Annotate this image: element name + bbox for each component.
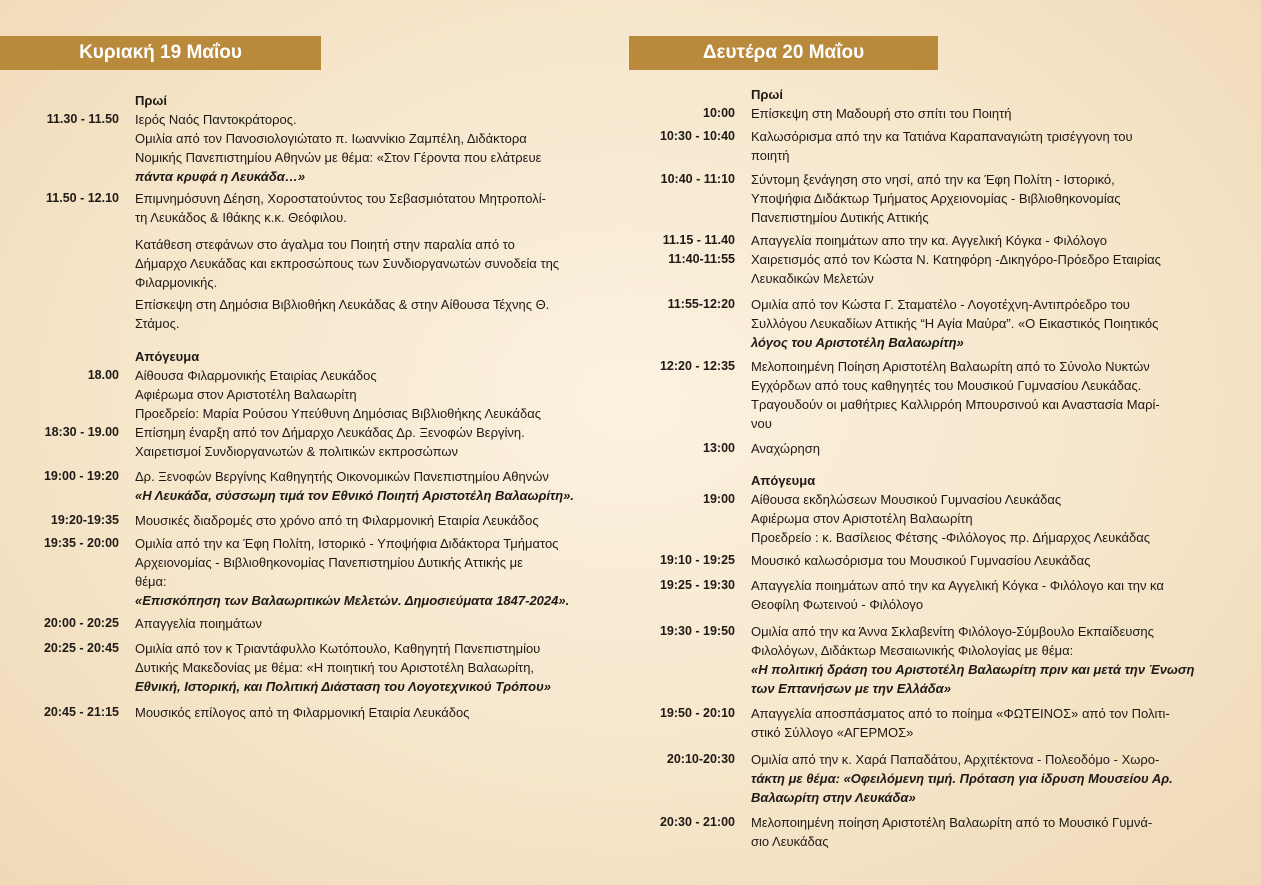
entry-line: Προεδρείο: Μαρία Ρούσου Υπεύθυνη Δημόσιας Βιβλιοθήκης Λευκάδας: [135, 406, 541, 421]
entry-line: Ομιλία από τον κ Τριαντάφυλλο Κωτόπουλο, Καθηγητή Πανεπιστημίου: [135, 641, 541, 656]
entry-line: Εθνική, Ιστορική, και Πολιτική Διάσταση του Λογοτεχνικού Τρόπου»: [135, 679, 551, 694]
entry-time: 18.00: [87, 368, 119, 382]
entry-line: «Επισκόπηση των Βαλαωριτικών Μελετών. Δημοσιεύματα 1847-2024».: [135, 593, 570, 608]
entry-description: [135, 639, 598, 696]
entry-description: [751, 357, 1212, 433]
entry-line: Θεοφίλη Φωτεινού - Φιλόλογο: [751, 597, 924, 612]
entry-description: [135, 295, 598, 333]
entry-line: «Η πολιτική δράση του Αριστοτέλη Βαλαωρίτη πριν και μετά την Ένωση: [751, 662, 1195, 677]
schedule-entry: [646, 295, 1212, 352]
entry-description: [751, 231, 1212, 250]
entry-time: 19:00 - 19:20: [43, 469, 119, 483]
entry-time: 20:45 - 21:15: [43, 705, 119, 719]
entry-line: Εγχόρδων από τους καθηγητές του Μουσικού Γυμνασίου Λευκάδας.: [751, 378, 1142, 393]
section-heading: Απόγευμα: [135, 349, 200, 364]
entry-description: [751, 439, 1212, 458]
header-left: Κυριακή 19 Μαΐου: [0, 36, 321, 70]
entry-description: [751, 750, 1212, 807]
entry-line: Λευκαδικών Μελετών: [751, 271, 874, 286]
entry-line: Απαγγελία ποιημάτων απο την κα. Αγγελική Κόγκα - Φιλόλογο: [751, 233, 1108, 248]
schedule-entry: [646, 439, 1212, 458]
schedule-sunday: [38, 91, 598, 722]
entry-line: Σύντομη ξενάγηση στο νησί, από την κα Έφη Πολίτη - Ιστορικό,: [751, 172, 1115, 187]
schedule-entry: [646, 104, 1212, 123]
entry-line: Απαγγελία ποιημάτων: [135, 616, 263, 631]
schedule-entry: [646, 622, 1212, 698]
entry-line: Μουσικές διαδρομές στο χρόνο από τη Φιλαρμονική Εταιρία Λευκάδος: [135, 513, 539, 528]
entry-description: [135, 534, 598, 610]
entry-line: Αφιέρωμα στον Αριστοτέλη Βαλαωρίτη: [751, 511, 973, 526]
schedule-entry: [38, 467, 598, 505]
entry-line: Μουσικός επίλογος από τη Φιλαρμονική Εταιρία Λευκάδος: [135, 705, 470, 720]
entry-line: Αναχώρηση: [751, 441, 820, 456]
schedule-entry: [646, 576, 1212, 614]
entry-line: Αίθουσα Φιλαρμονικής Εταιρίας Λευκάδος: [135, 368, 377, 383]
section-heading: Πρωί: [135, 93, 168, 108]
entry-line: των Επτανήσων με την Ελλάδα»: [751, 681, 951, 696]
schedule-entry: [38, 614, 598, 633]
entry-time: 10:00: [703, 106, 735, 120]
entry-line: Αφιέρωμα στον Αριστοτέλη Βαλαωρίτη: [135, 387, 357, 402]
entry-time: 20:25 - 20:45: [43, 641, 119, 655]
entry-line: Χαιρετισμοί Συνδιοργανωτών & πολιτικών εκπροσώπων: [135, 444, 459, 459]
entry-line: Αίθουσα εκδηλώσεων Μουσικού Γυμνασίου Λευκάδας: [751, 492, 1062, 507]
entry-line: Μελοποιημένη Ποίηση Αριστοτέλη Βαλαωρίτη από το Σύνολο Νυκτών: [751, 359, 1150, 374]
schedule-entry: [38, 639, 598, 696]
schedule-entry: [646, 170, 1212, 227]
schedule-entry: [646, 551, 1212, 570]
entry-description: [751, 813, 1212, 851]
entry-line: «Η Λευκάδα, σύσσωμη τιμά τον Εθνικό Ποιητή Αριστοτέλη Βαλαωρίτη».: [135, 488, 575, 503]
entry-description: [751, 295, 1212, 352]
entry-time: 12:20 - 12:35: [659, 359, 735, 373]
entry-line: Δρ. Ξενοφών Βεργίνης Καθηγητής Οικονομικών Πανεπιστημίου Αθηνών: [135, 469, 549, 484]
header-right: Δευτέρα 20 Μαΐου: [629, 36, 938, 70]
entry-line: Ομιλία από την κα Έφη Πολίτη, Ιστορικό - Υποψήφια Διδάκτορα Τμήματος: [135, 536, 559, 551]
entry-description: [135, 511, 598, 530]
schedule-entry: [38, 703, 598, 722]
entry-line: Ομιλία από την κα Άννα Σκλαβενίτη Φιλόλογο-Σύμβουλο Εκπαίδευσης: [751, 624, 1154, 639]
entry-line: Υποψήφια Διδάκτωρ Τμήματος Αρχειονομίας - Βιβλιοθηκονομίας: [751, 191, 1121, 206]
entry-description: [135, 423, 598, 461]
entry-line: Αρχειονομίας - Βιβλιοθηκονομίας Πανεπιστημίου Δυτικής Αττικής με: [135, 555, 523, 570]
entry-line: τη Λευκάδος & Ιθάκης κ.κ. Θεόφιλου.: [135, 210, 347, 225]
entry-line: Φιλαρμονικής.: [135, 275, 218, 290]
entry-line: πάντα κρυφά η Λευκάδα…»: [135, 169, 306, 184]
entry-time: 19:10 - 19:25: [659, 553, 735, 567]
entry-line: Νομικής Πανεπιστημίου Αθηνών με θέμα: «Στον Γέροντα που ελάτρευε: [135, 150, 542, 165]
entry-description: [135, 467, 598, 505]
entry-time: 20:30 - 21:00: [659, 815, 735, 829]
entry-line: Απαγγελία αποσπάσματος από το ποίημα «ΦΩΤΕΙΝΟΣ» από τον Πολιτι-: [751, 706, 1170, 721]
entry-time: 18:30 - 19.00: [44, 425, 119, 439]
schedule-entry: [646, 127, 1212, 165]
entry-description: [751, 704, 1212, 742]
entry-description: [751, 490, 1212, 547]
entry-line: σιο Λευκάδας: [751, 834, 829, 849]
entry-description: [135, 614, 598, 633]
schedule-entry: [646, 250, 1212, 288]
schedule-monday: [646, 85, 1212, 851]
entry-time: 13:00: [703, 441, 735, 455]
entry-time: 11.15 - 11.40: [662, 233, 735, 247]
entry-line: Συλλόγου Λευκαδίων Αττικής “Η Αγία Μαύρα”. «Ο Εικαστικός Ποιητικός: [751, 316, 1159, 331]
entry-time: 19:25 - 19:30: [659, 578, 735, 592]
section-heading: Πρωί: [751, 87, 784, 102]
entry-time: 11.50 - 12.10: [46, 191, 119, 205]
entry-description: [135, 703, 598, 722]
entry-line: Κατάθεση στεφάνων στο άγαλμα του Ποιητή στην παραλία από το: [135, 237, 515, 252]
entry-time: 19:00: [703, 492, 735, 506]
section-heading: Απόγευμα: [751, 473, 816, 488]
entry-description: [751, 551, 1212, 570]
entry-line: Ομιλία από τον Πανοσιολογιώτατο π. Ιωαννίκιο Ζαμπέλη, Διδάκτορα: [135, 131, 527, 146]
entry-line: Επιμνημόσυνη Δέηση, Χοροστατούντος του Σεβασμιότατου Μητροπολί-: [135, 191, 546, 206]
schedule-entry: [38, 511, 598, 530]
entry-time: 19:20-19:35: [50, 513, 119, 527]
entry-line: Βαλαωρίτη στην Λευκάδα»: [751, 790, 916, 805]
entry-time: [38, 295, 119, 333]
entry-line: Δυτικής Μακεδονίας με θέμα: «Η ποιητική του Αριστοτέλη Βαλαωρίτη,: [135, 660, 535, 675]
entry-description: [751, 170, 1212, 227]
entry-line: Επίσκεψη στη Μαδουρή στο σπίτι του Ποιητή: [751, 106, 1012, 121]
entry-time: 20:10-20:30: [666, 752, 735, 766]
entry-line: θέμα:: [135, 574, 167, 589]
entry-line: Φιλολόγων, Διδάκτωρ Μεσαιωνικής Φιλολογίας με θέμα:: [751, 643, 1074, 658]
entry-description: [135, 235, 598, 292]
entry-line: Δήμαρχο Λευκάδας και εκπροσώπους των Συνδιοργανωτών συνοδεία της: [135, 256, 560, 271]
schedule-entry: [646, 231, 1212, 250]
entry-description: [751, 576, 1212, 614]
entry-line: Στάμος.: [135, 316, 180, 331]
entry-line: Πανεπιστημίου Δυτικής Αττικής: [751, 210, 929, 225]
entry-line: Ομιλία από τον Κώστα Γ. Σταματέλο - Λογοτέχνη-Αντιπρόεδρο του: [751, 297, 1130, 312]
entry-line: Καλωσόρισμα από την κα Τατιάνα Καραπαναγιώτη τρισέγγονη του: [751, 129, 1133, 144]
schedule-entry: [646, 357, 1212, 433]
entry-line: Τραγουδούν οι μαθήτριες Καλλιρρόη Μπουρσινού και Αναστασία Μαρί-: [751, 397, 1160, 412]
schedule-entry: [646, 750, 1212, 807]
entry-line: Μουσικό καλωσόρισμα του Μουσικού Γυμνασίου Λευκάδας: [751, 553, 1091, 568]
entry-description: [751, 622, 1212, 698]
schedule-entry: [646, 813, 1212, 851]
entry-line: Χαιρετισμός από τον Κώστα Ν. Κατηφόρη -Δικηγόρο-Πρόεδρο Εταιρίας: [751, 252, 1161, 267]
entry-line: Ομιλία από την κ. Χαρά Παπαδάτου, Αρχιτέκτονα - Πολεοδόμο - Χωρο-: [751, 752, 1160, 767]
entry-time: 19:30 - 19:50: [659, 624, 735, 638]
entry-line: λόγος του Αριστοτέλη Βαλαωρίτη»: [751, 335, 964, 350]
entry-time: 19:50 - 20:10: [659, 706, 735, 720]
entry-description: [751, 250, 1212, 288]
entry-description: [135, 110, 598, 186]
entry-description: [751, 104, 1212, 123]
schedule-entry: [38, 366, 598, 423]
entry-line: Μελοποιημένη ποίηση Αριστοτέλη Βαλαωρίτη από το Μουσικό Γυμνά-: [751, 815, 1153, 830]
entry-line: Απαγγελία ποιημάτων από την κα Αγγελική Κόγκα - Φιλόλογο και την κα: [751, 578, 1164, 593]
entry-description: [135, 189, 598, 227]
entry-time: 19:35 - 20:00: [43, 536, 119, 550]
entry-line: τάκτη με θέμα: «Οφειλόμενη τιμή. Πρόταση για ίδρυση Μουσείου Αρ.: [751, 771, 1173, 786]
entry-time: 20:00 - 20:25: [43, 616, 119, 630]
schedule-entry: [38, 235, 598, 292]
entry-time: 11:40-11:55: [668, 252, 735, 266]
schedule-entry: [38, 534, 598, 610]
schedule-entry: [38, 295, 598, 333]
schedule-entry: [38, 189, 598, 227]
entry-time: [38, 235, 119, 292]
entry-line: Επίσκεψη στη Δημόσια Βιβλιοθήκη Λευκάδας & στην Αίθουσα Τέχνης Θ.: [135, 297, 550, 312]
entry-line: Ιερός Ναός Παντοκράτορος.: [135, 112, 297, 127]
entry-time: 10:40 - 11:10: [660, 172, 735, 186]
entry-description: [135, 366, 598, 423]
schedule-entry: [646, 704, 1212, 742]
schedule-entry: [38, 423, 598, 461]
entry-line: Προεδρείο : κ. Βασίλειος Φέτσης -Φιλόλογος πρ. Δήμαρχος Λευκάδας: [751, 530, 1151, 545]
entry-line: ποιητή: [751, 148, 790, 163]
entry-time: 10:30 - 10:40: [659, 129, 735, 143]
entry-description: [751, 127, 1212, 165]
entry-line: στικό Σύλλογο «ΑΓΕΡΜΟΣ»: [751, 725, 914, 740]
entry-line: νου: [751, 416, 772, 431]
entry-line: Επίσημη έναρξη από τον Δήμαρχο Λευκάδας Δρ. Ξενοφών Βεργίνη.: [135, 425, 525, 440]
entry-time: 11:55-12:20: [667, 297, 735, 311]
schedule-entry: [38, 110, 598, 186]
schedule-entry: [646, 490, 1212, 547]
entry-time: 11.30 - 11.50: [46, 112, 119, 126]
